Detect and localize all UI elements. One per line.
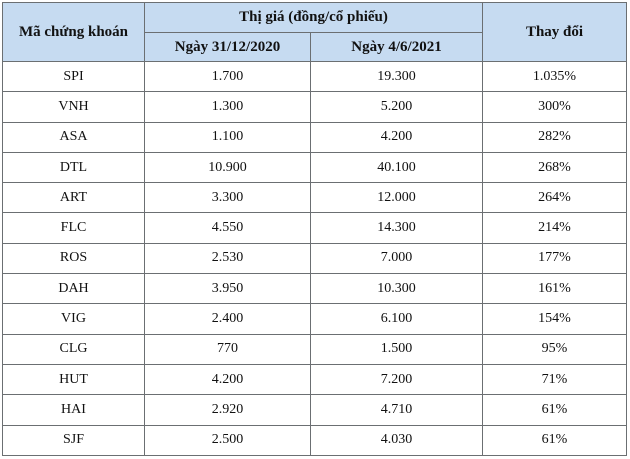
cell-change: 161% (483, 274, 627, 304)
cell-price-2021: 5.200 (311, 92, 483, 122)
cell-code: CLG (3, 334, 145, 364)
cell-code: VIG (3, 304, 145, 334)
cell-price-2020: 2.400 (145, 304, 311, 334)
cell-price-2021: 4.710 (311, 395, 483, 425)
table-row (3, 183, 627, 213)
cell-price-2021: 1.500 (311, 334, 483, 364)
header-date-2020: Ngày 31/12/2020 (145, 33, 311, 62)
cell-code: SPI (3, 62, 145, 92)
cell-price-2020: 3.300 (145, 183, 311, 213)
cell-price-2021: 19.300 (311, 62, 483, 92)
table-body (3, 62, 627, 456)
cell-price-2021: 6.100 (311, 304, 483, 334)
header-price-group: Thị giá (đồng/cổ phiếu) (145, 3, 483, 33)
cell-code: ASA (3, 122, 145, 152)
cell-code: SJF (3, 425, 145, 455)
cell-change: 61% (483, 425, 627, 455)
cell-price-2020: 2.500 (145, 425, 311, 455)
cell-price-2021: 4.200 (311, 122, 483, 152)
header-code: Mã chứng khoán (3, 3, 145, 62)
cell-price-2020: 1.300 (145, 92, 311, 122)
cell-change: 282% (483, 122, 627, 152)
cell-change: 1.035% (483, 62, 627, 92)
cell-code: DAH (3, 274, 145, 304)
cell-change: 268% (483, 152, 627, 182)
cell-price-2021: 10.300 (311, 274, 483, 304)
cell-price-2020: 3.950 (145, 274, 311, 304)
table-row (3, 274, 627, 304)
cell-price-2020: 1.700 (145, 62, 311, 92)
stock-price-table (2, 2, 627, 456)
table-row (3, 334, 627, 364)
cell-price-2020: 2.530 (145, 243, 311, 273)
table-row (3, 152, 627, 182)
table-row (3, 364, 627, 394)
cell-price-2021: 14.300 (311, 213, 483, 243)
header-change: Thay đổi (483, 3, 627, 62)
cell-price-2021: 7.000 (311, 243, 483, 273)
table-row (3, 122, 627, 152)
cell-change: 95% (483, 334, 627, 364)
cell-price-2020: 770 (145, 334, 311, 364)
cell-change: 300% (483, 92, 627, 122)
stock-table-container (2, 2, 627, 456)
cell-change: 177% (483, 243, 627, 273)
cell-code: DTL (3, 152, 145, 182)
cell-code: HAI (3, 395, 145, 425)
cell-change: 61% (483, 395, 627, 425)
header-row-1 (3, 3, 627, 33)
cell-change: 71% (483, 364, 627, 394)
cell-code: HUT (3, 364, 145, 394)
header-date-2021: Ngày 4/6/2021 (311, 33, 483, 62)
cell-change: 154% (483, 304, 627, 334)
cell-code: ROS (3, 243, 145, 273)
table-row (3, 243, 627, 273)
cell-code: VNH (3, 92, 145, 122)
table-row (3, 304, 627, 334)
cell-change: 214% (483, 213, 627, 243)
cell-code: ART (3, 183, 145, 213)
table-row (3, 92, 627, 122)
cell-price-2021: 4.030 (311, 425, 483, 455)
cell-price-2021: 12.000 (311, 183, 483, 213)
table-row (3, 213, 627, 243)
cell-price-2020: 4.200 (145, 364, 311, 394)
cell-change: 264% (483, 183, 627, 213)
cell-price-2021: 40.100 (311, 152, 483, 182)
table-row (3, 395, 627, 425)
table-row (3, 425, 627, 455)
cell-code: FLC (3, 213, 145, 243)
cell-price-2020: 4.550 (145, 213, 311, 243)
cell-price-2021: 7.200 (311, 364, 483, 394)
cell-price-2020: 1.100 (145, 122, 311, 152)
table-row (3, 62, 627, 92)
cell-price-2020: 10.900 (145, 152, 311, 182)
cell-price-2020: 2.920 (145, 395, 311, 425)
